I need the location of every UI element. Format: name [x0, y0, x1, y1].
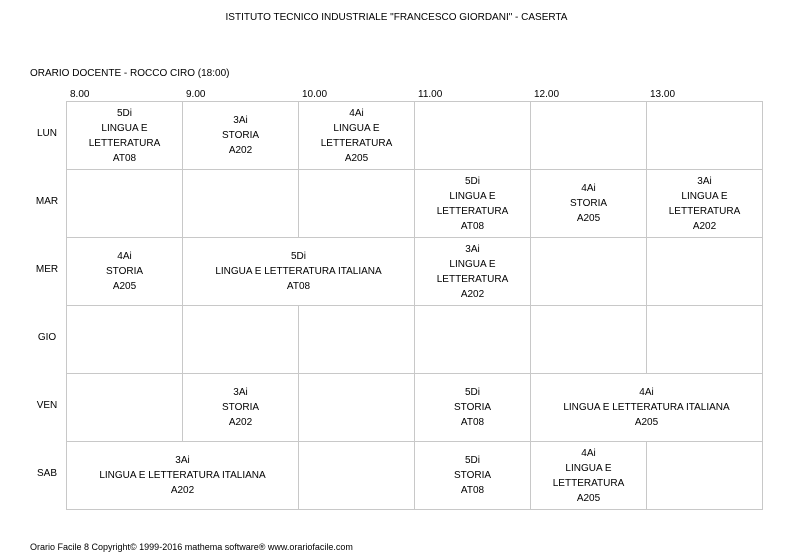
lesson-class: 3Ai	[175, 455, 190, 466]
day-label: LUN	[36, 128, 57, 139]
lesson-room: A205	[576, 213, 601, 224]
lesson-cell	[183, 102, 298, 169]
lesson-cell	[299, 102, 414, 169]
day-label: VEN	[36, 400, 58, 411]
lesson-subject: STORIA	[453, 402, 492, 413]
lesson-class: 3Ai	[233, 115, 248, 126]
lesson-room: AT08	[460, 485, 485, 496]
lesson-room: AT08	[286, 281, 311, 292]
lesson-class: 4Ai	[581, 447, 596, 459]
lesson-subject: LINGUA E LETTERATURA ITALIANA	[99, 470, 266, 481]
lesson-cell	[531, 442, 646, 509]
lesson-room: A205	[634, 417, 659, 428]
lesson-room: A202	[170, 485, 195, 496]
lesson-class: 5Di	[116, 107, 132, 119]
lesson-class: 3Ai	[697, 175, 712, 187]
lesson-cell	[531, 374, 762, 441]
lesson-class: 5Di	[464, 387, 480, 398]
day-label: MER	[35, 264, 59, 275]
lesson-subject: LINGUA E LETTERATURA ITALIANA	[563, 402, 730, 413]
lesson-cell	[67, 442, 298, 509]
lesson-subject: STORIA	[221, 402, 260, 413]
lesson-class: 3Ai	[465, 243, 480, 255]
lesson-cell	[531, 170, 646, 237]
lesson-cell	[647, 170, 762, 237]
lesson-subject: STORIA	[569, 198, 608, 209]
lesson-class: 4Ai	[117, 251, 132, 262]
lesson-subject: STORIA	[105, 266, 144, 277]
day-label: SAB	[36, 468, 57, 479]
lesson-subject: LINGUA E LETTERATURA	[436, 190, 509, 217]
lesson-cell	[67, 102, 182, 169]
lesson-subject: LINGUA E LETTERATURA	[552, 462, 625, 489]
lesson-cell	[183, 238, 414, 305]
lesson-room: A202	[228, 417, 253, 428]
lesson-subject: LINGUA E LETTERATURA	[436, 258, 509, 285]
day-label: GIO	[37, 332, 57, 343]
time-label: 12.00	[534, 89, 560, 100]
lesson-cell	[415, 170, 530, 237]
lesson-subject: LINGUA E LETTERATURA ITALIANA	[215, 266, 382, 277]
lesson-class: 4Ai	[581, 183, 596, 194]
lesson-room: A202	[692, 220, 717, 232]
lesson-room: AT08	[460, 417, 485, 428]
time-label: 13.00	[650, 89, 676, 100]
time-label: 9.00	[186, 89, 206, 100]
lesson-subject: LINGUA E LETTERATURA	[668, 190, 741, 217]
time-label: 8.00	[70, 89, 90, 100]
time-label: 10.00	[302, 89, 328, 100]
lesson-room: A205	[344, 152, 369, 164]
lesson-cell	[67, 238, 182, 305]
lesson-room: AT08	[112, 152, 137, 164]
lesson-class: 4Ai	[639, 387, 654, 398]
day-label: MAR	[35, 196, 59, 207]
lesson-cell	[183, 374, 298, 441]
grid-line-vertical	[762, 101, 763, 510]
lesson-room: AT08	[460, 220, 485, 232]
lesson-subject: LINGUA E LETTERATURA	[320, 122, 393, 149]
lesson-subject: STORIA	[221, 130, 260, 141]
lesson-cell	[415, 238, 530, 305]
lesson-subject: STORIA	[453, 470, 492, 481]
lesson-cell	[415, 374, 530, 441]
lesson-cell	[415, 442, 530, 509]
footer-copyright: Orario Facile 8 Copyright© 1999-2016 mathema software® www.orariofacile.com	[30, 542, 353, 552]
school-title: ISTITUTO TECNICO INDUSTRIALE "FRANCESCO GIORDANI" - CASERTA	[225, 12, 568, 23]
lesson-class: 5Di	[464, 175, 480, 187]
lesson-class: 3Ai	[233, 387, 248, 398]
grid-line-vertical	[646, 101, 647, 510]
lesson-room: A205	[576, 492, 601, 504]
lesson-class: 5Di	[464, 455, 480, 466]
time-label: 11.00	[418, 89, 443, 100]
lesson-room: A205	[112, 281, 137, 292]
lesson-subject: LINGUA E LETTERATURA	[88, 122, 161, 149]
lesson-room: A202	[228, 145, 253, 156]
teacher-line: ORARIO DOCENTE - ROCCO CIRO (18:00)	[30, 68, 230, 79]
lesson-class: 5Di	[290, 251, 306, 262]
lesson-room: A202	[460, 288, 485, 300]
lesson-class: 4Ai	[349, 107, 364, 119]
